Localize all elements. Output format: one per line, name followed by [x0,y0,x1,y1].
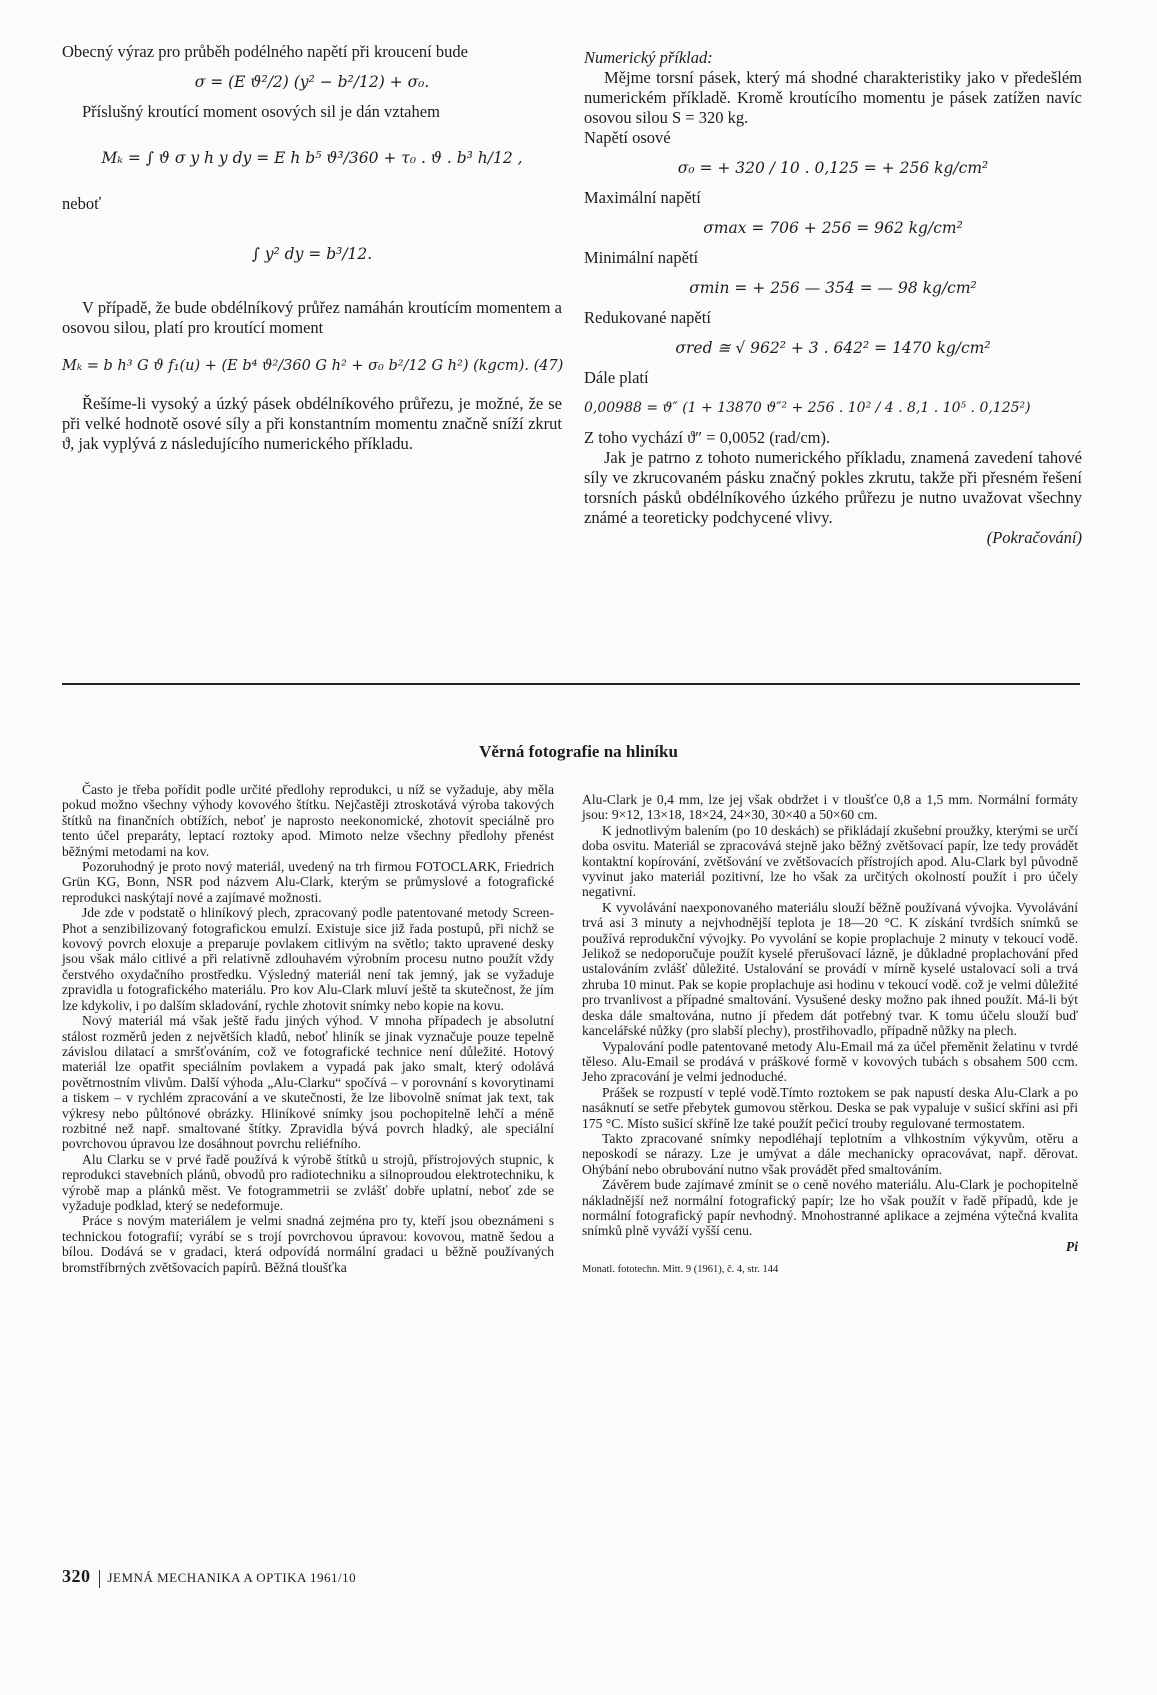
source-citation: Monatl. fototechn. Mitt. 9 (1961), č. 4, str. 144 [582,1264,779,1276]
paragraph: Prášek se rozpustí v teplé vodě.Tímto roztokem se pak napustí deska Alu-Clark a po nasáknutí se setře přebytek gumovou stěrkou. Deska se pak vypaluje v sušicí skříni asi při 175 °C. Místo sušicí skříně lze také použít pečicí trouby regulované termostatem. [582,1084,1078,1131]
paragraph: Práce s novým materiálem je velmi snadná zejména pro ty, kteří jsou obeznámeni s technickou fotografií; vyrábí se s trojí povrchovou úpravou: kovovou, matně šedou a bílou. Dodává se v gradaci, která odpovídá normální gradaci u běžně používaných bromstříbrných zvětšovacích papírů. Běžná tloušťka [62,1213,554,1275]
paragraph: Nový materiál má však ještě řadu jiných výhod. V mnoha případech je absolutní stálost rozměrů jeden z největších kladů, neboť hliník se jinak vyznačuje pouze tepelně závislou dilatací a smršťováním, což ve fotografické technice není důležité. Hotový materiál lze opatřit speciálním povlakem a vypadá pak jako smalt, který odolává povětrnostním vlivům. Další výhoda „Alu-Clarku“ spočívá – v porovnání s kovorytinami a tiskem – v rychlém zpracování a ve skutečnosti, že lze libovolně snímat jak text, tak výkresy nebo půltónové obrázky. Hliníkové snímky jsou pochopitelně lehčí a méně rozbitné než např. smaltované štítky. Zpravidla bývá povrch hladký, ale speciální povrchovou úpravou lze dosáhnout povrchu reliéfního. [62,1013,554,1152]
paragraph: neboť [62,194,102,213]
author-initials: Pi [1065,1238,1078,1254]
equation: Mₖ = b h³ G ϑ f₁(u) + (E b⁴ ϑ²/360 G h² + σ₀ b²/12 G h²) (kgcm). (47) [62,358,564,374]
equation: ∫ y² dy = b³/12. [251,245,373,263]
label: Dále platí [584,368,649,387]
top-left-column [62,42,562,454]
journal-name: JEMNÁ MECHANIKA A OPTIKA 1961/10 [107,1570,357,1585]
label: Redukované napětí [584,308,711,327]
section-heading: Numerický příklad: [584,48,713,67]
paragraph: Mějme torsní pásek, který má shodné charakteristiky jako v předešlém numerickém příkladě. Kromě kroutícího momentu je pásek zatížen navíc osovou silou S = 320 kg. [584,68,1082,127]
continuation-note: (Pokračování) [986,528,1082,547]
paragraph: Často je třeba pořídit podle určité předlohy reprodukci, u níž se vyžaduje, aby měla pokud možno všechny výhody kovového štítku. Nejčastěji ztroskotává výroba takových štítků na finančních obtížích, neboť je naprosto neekonomické, zhotovit speciálně pro tento účel preparáty, leptací roztoky apod. Mimoto nelze všechny předlohy přenést běžnými metodami na kov. [62,782,554,859]
section-divider [62,683,1080,685]
equation: σ = (E ϑ²/2) (y² − b²/12) + σ₀. [194,73,430,91]
page-number: 320 [62,1566,91,1586]
paragraph: Vypalování podle patentované metody Alu-Email má za účel přeměnit želatinu v tvrdé těleso. Alu-Email se prodává v práškové formě v kovových tubách s obsahem 500 ccm. Jeho zpracování je velmi jednoduché. [582,1038,1078,1085]
paragraph: Z toho vychází ϑ″ = 0,0052 (rad/cm). [584,428,831,447]
paragraph: Závěrem bude zajímavé zmínit se o ceně nového materiálu. Alu-Clark je pochopitelně nákladnější než normální fotografický papír; lze ho však použít v řadě případů, kde je normální fotografický papír nevhodný. Mnohostranné aplikace a zejména výtečná kvalita snímků plně vyváží vyšší cenu. [582,1177,1078,1239]
footer-divider [99,1570,100,1588]
equation: σ₀ = + 320 / 10 . 0,125 = + 256 kg/cm² [677,159,989,177]
paragraph: Pozoruhodný je proto nový materiál, uvedený na trh firmou FOTOCLARK, Friedrich Grün KG, Bonn, NSR pod názvem Alu-Clark, kterým se průmyslové a fotografické reprodukci naskýtají nové a zajímavé možnosti. [62,859,554,905]
paragraph: K jednotlivým balením (po 10 deskách) se přikládají zkušební proužky, kterými se určí doba osvitu. Materiál se zpracovává stejně jako běžný zvětšovací papír, lze tedy provádět kontaktní kopírování, zvětšování ve zvětšovacích přístrojích apod. Alu-Clark byl původně vyvinut jako materiál pozitivní, lze ho však za určitých okolností použít i pro účely negativní. [582,822,1078,900]
equation: σmax = 706 + 256 = 962 kg/cm² [703,219,963,237]
label: Maximální napětí [584,188,701,207]
page-footer [62,1566,356,1588]
paragraph: Alu Clarku se v prvé řadě používá k výrobě štítků u strojů, přístrojových stupnic, k reprodukci stavebních plánů, obvodů pro radiotechniku a silnoproudou elektrotechniku, k výrobě map a plánků měst. Ve fotogrammetrii se zvlášť dobře uplatní, neboť zde se vyžaduje podklad, který se nedeformuje. [62,1151,554,1213]
equation: σmin = + 256 — 354 = — 98 kg/cm² [689,279,977,297]
paragraph: V případě, že bude obdélníkový průřez namáhán kroutícím momentem a osovou silou, platí pro kroutící moment [62,298,562,337]
article-left-column [62,782,554,1275]
paragraph: Obecný výraz pro průběh podélného napětí při kroucení bude [62,42,468,61]
label: Napětí osové [584,128,671,147]
paragraph: Jak je patrno z tohoto numerického příkladu, znamená zavedení tahové síly ve zkrucovaném pásku značný pokles zkrutu, takže při přesném řešení torsních pásků obdélníkového úzkého průřezu je nutno uvažovat všechny známé a teoreticky podchycené vlivy. [584,448,1082,527]
label: Minimální napětí [584,248,699,267]
article-title: Věrná fotografie na hliníku [479,742,678,761]
paragraph: Alu-Clark je 0,4 mm, lze jej však obdržet i v tloušťce 0,8 a 1,5 mm. Normální formáty jsou: 9×12, 13×18, 18×24, 24×30, 30×40 a 50×60 cm. [582,792,1078,823]
paragraph: Příslušný kroutící moment osových sil je dán vztahem [82,102,440,121]
equation: σred ≅ √ 962² + 3 . 642² = 1470 kg/cm² [675,339,991,357]
paragraph: Jde zde v podstatě o hliníkový plech, zpracovaný podle patentované metody Screen-Phot a senzibilizovaný fotografickou emulzí. Existuje sice již řada postupů, při nichž se kovový povrch eloxuje a preparuje povlakem citlivým na světlo; takto upravené desky jsou však málo citlivé a při relativně zdlouhavém výrobním procesu nutno použít vždy čerstvého oxydačního prostředku. Výsledný materiál není tak jemný, jak se vyžaduje zpravidla u fotografického materiálu. Pro kov Alu-Clark mluví ještě ta skutečnost, že jím lze kdykoliv, i po dalším skladování, rychle zhotovit snímky nebo kopie na kovu. [62,905,554,1013]
paragraph: Řešíme-li vysoký a úzký pásek obdélníkového průřezu, je možné, že se při velké hodnotě osové síly a při konstantním momentu značně sníží zkrut ϑ, jak vyplývá z následujícího numerického příkladu. [62,394,562,453]
equation: 0,00988 = ϑ″ (1 + 13870 ϑ″² + 256 . 10² / 4 . 8,1 . 10⁵ . 0,125²) [584,400,1031,416]
top-right-column [584,48,1082,548]
article-right-column [582,792,1078,1278]
paragraph: K vyvolávání naexponovaného materiálu slouží běžně používaná vývojka. Vyvolávání trvá asi 3 minuty a nejvhodnější teplota je 18—20 °C. K získání tvrdších snímků se používá reprodukční vývojky. Po vyvolání se kopie proplachuje 2 minuty v tekoucí vodě. Jelikož se nedoporučuje použít kyselé přerušovací lázně, je důkladné proplachování před ustalováním zvlášť důležité. Ustalování se provádí v mírně kyselé ustalovací soli a trvá zhruba 10 minut. Pak se kopie proplachuje asi hodinu v tekoucí vodě. což je velmi důležité pro trvanlivost a případné smaltování. Vysušené desky možno pak ihned použít. Má-li být deska dále smaltována, nutno jí předem dát potřebný tvar. K tomu účelu slouží buď kancelářské nůžky (pro slabší plechy), prostřihovadlo, případně nůžky na plech. [582,899,1078,1039]
equation: Mₖ = ∫ ϑ σ y h y dy = E h b⁵ ϑ³/360 + τ₀ . ϑ . b³ h/12 , [101,149,523,167]
paragraph: Takto zpracované snímky nepodléhají teplotním a vlhkostním výkyvům, otěru a neposkodí se nárazy. Lze je umývat a dále mechanicky opracovávat, např. děrovat. Ohýbání nebo obrubování nutno však provádět před smaltováním. [582,1130,1078,1177]
